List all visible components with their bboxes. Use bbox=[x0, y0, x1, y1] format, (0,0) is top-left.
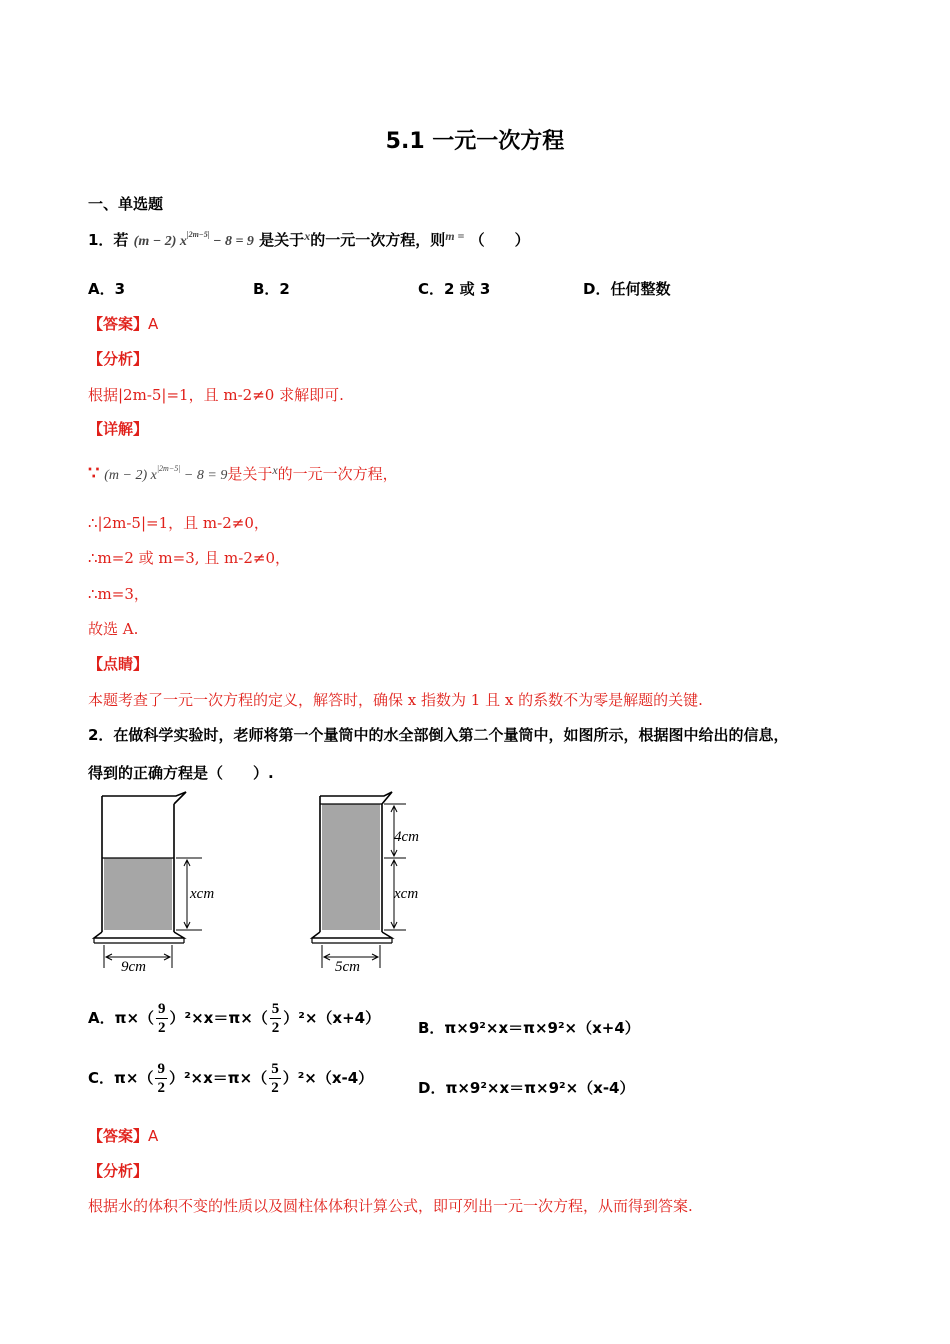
q2-answer bbox=[88, 1125, 158, 1146]
q1-option-b: B．2 bbox=[253, 280, 290, 298]
left-width-label: 9cm bbox=[121, 959, 146, 975]
left-cylinder bbox=[94, 792, 214, 975]
q2-option-d: D．π×9²×x＝π×9²×（x-4） bbox=[418, 1079, 635, 1097]
q1-option-d: D．任何整数 bbox=[583, 280, 671, 298]
q1-analysis-text: 根据|2m-5|=1，且 m-2≠0 求解即可. bbox=[88, 386, 344, 404]
q1-detail-step2: ∴m=2 或 m=3, 且 m-2≠0， bbox=[88, 549, 291, 567]
q1-answer-label: 【答案】 bbox=[88, 315, 149, 333]
q1-text-mid: 是关于 bbox=[259, 231, 305, 249]
q2-answer-label: 【答案】 bbox=[88, 1127, 149, 1145]
page-title: 5.1 一元一次方程 bbox=[385, 129, 565, 154]
right-width-label: 5cm bbox=[335, 959, 360, 975]
q1-equation: (m − 2) $x^{|2m-5|} - 8 = 9$ bbox=[133, 230, 254, 249]
because-symbol: ∵ bbox=[88, 463, 100, 484]
q1-comment-text: 本题考查了一元一次方程的定义，解答时，确保 x 指数为 1 且 x 的系数不为零是解题的关键. bbox=[88, 691, 703, 709]
left-water bbox=[104, 858, 172, 930]
q1-option-c: C．2 或 3 bbox=[418, 280, 491, 298]
q2-option-b: B．π×9²×x＝π×9²×（x+4） bbox=[418, 1019, 640, 1037]
q1-var-m: m = bbox=[445, 229, 465, 243]
q1-number: 1．若 bbox=[88, 231, 129, 249]
q2-option-a: A．π×（ $\frac{9}{2}$ ）²×x＝π×（ $\frac{5}{2}$ ）²×（x+4） bbox=[88, 1001, 381, 1036]
left-height-label: xcm bbox=[190, 886, 215, 902]
q1-stem bbox=[88, 229, 530, 250]
q1-detail-equation: (m − 2) $x^{|2m-5|} - 8 = 9$ bbox=[104, 464, 228, 483]
q2-stem-line2: 得到的正确方程是（ ）. bbox=[88, 764, 274, 782]
right-height-label: xcm bbox=[394, 886, 419, 902]
q1-blank: （ ） bbox=[469, 231, 530, 249]
q1-detail-label: 【详解】 bbox=[88, 420, 149, 438]
right-water bbox=[322, 804, 380, 930]
q2-figure bbox=[80, 790, 460, 975]
q2-analysis-label: 【分析】 bbox=[88, 1162, 149, 1180]
q1-answer bbox=[88, 313, 158, 334]
q2-answer-value: A bbox=[148, 1127, 159, 1145]
section-heading: 一、单选题 bbox=[88, 195, 164, 213]
q2-option-c: C．π×（ $\frac{9}{2}$ ）²×x＝π×（ $\frac{5}{2}$ ）²×（x-4） bbox=[88, 1061, 374, 1096]
q1-detail-step4: 故选 A. bbox=[88, 620, 139, 638]
q1-detail-step1: ∴|2m-5|=1，且 m-2≠0， bbox=[88, 514, 269, 532]
q1-answer-value: A bbox=[148, 315, 159, 333]
q1-analysis-label: 【分析】 bbox=[88, 350, 149, 368]
q1-comment-label: 【点睛】 bbox=[88, 655, 149, 673]
q1-text-end: 的一元一次方程，则 bbox=[310, 231, 446, 249]
q2-stem-line1: 2．在做科学实验时，老师将第一个量筒中的水全部倒入第二个量筒中，如图所示，根据图中给出的信息， bbox=[88, 726, 789, 744]
right-cylinder bbox=[312, 792, 419, 975]
q1-detail-line1: ∵ (m − 2) $x^{|2m-5|} - 8 = 9$是关于$^x$的一元一次方程， bbox=[88, 463, 398, 484]
q1-detail-step3: ∴m=3， bbox=[88, 585, 149, 603]
right-top-label: 4cm bbox=[394, 829, 419, 845]
q1-var-x: x bbox=[304, 229, 311, 243]
q1-option-a: A．3 bbox=[88, 280, 126, 298]
q2-analysis-text: 根据水的体积不变的性质以及圆柱体体积计算公式，即可列出一元一次方程，从而得到答案. bbox=[88, 1197, 693, 1215]
